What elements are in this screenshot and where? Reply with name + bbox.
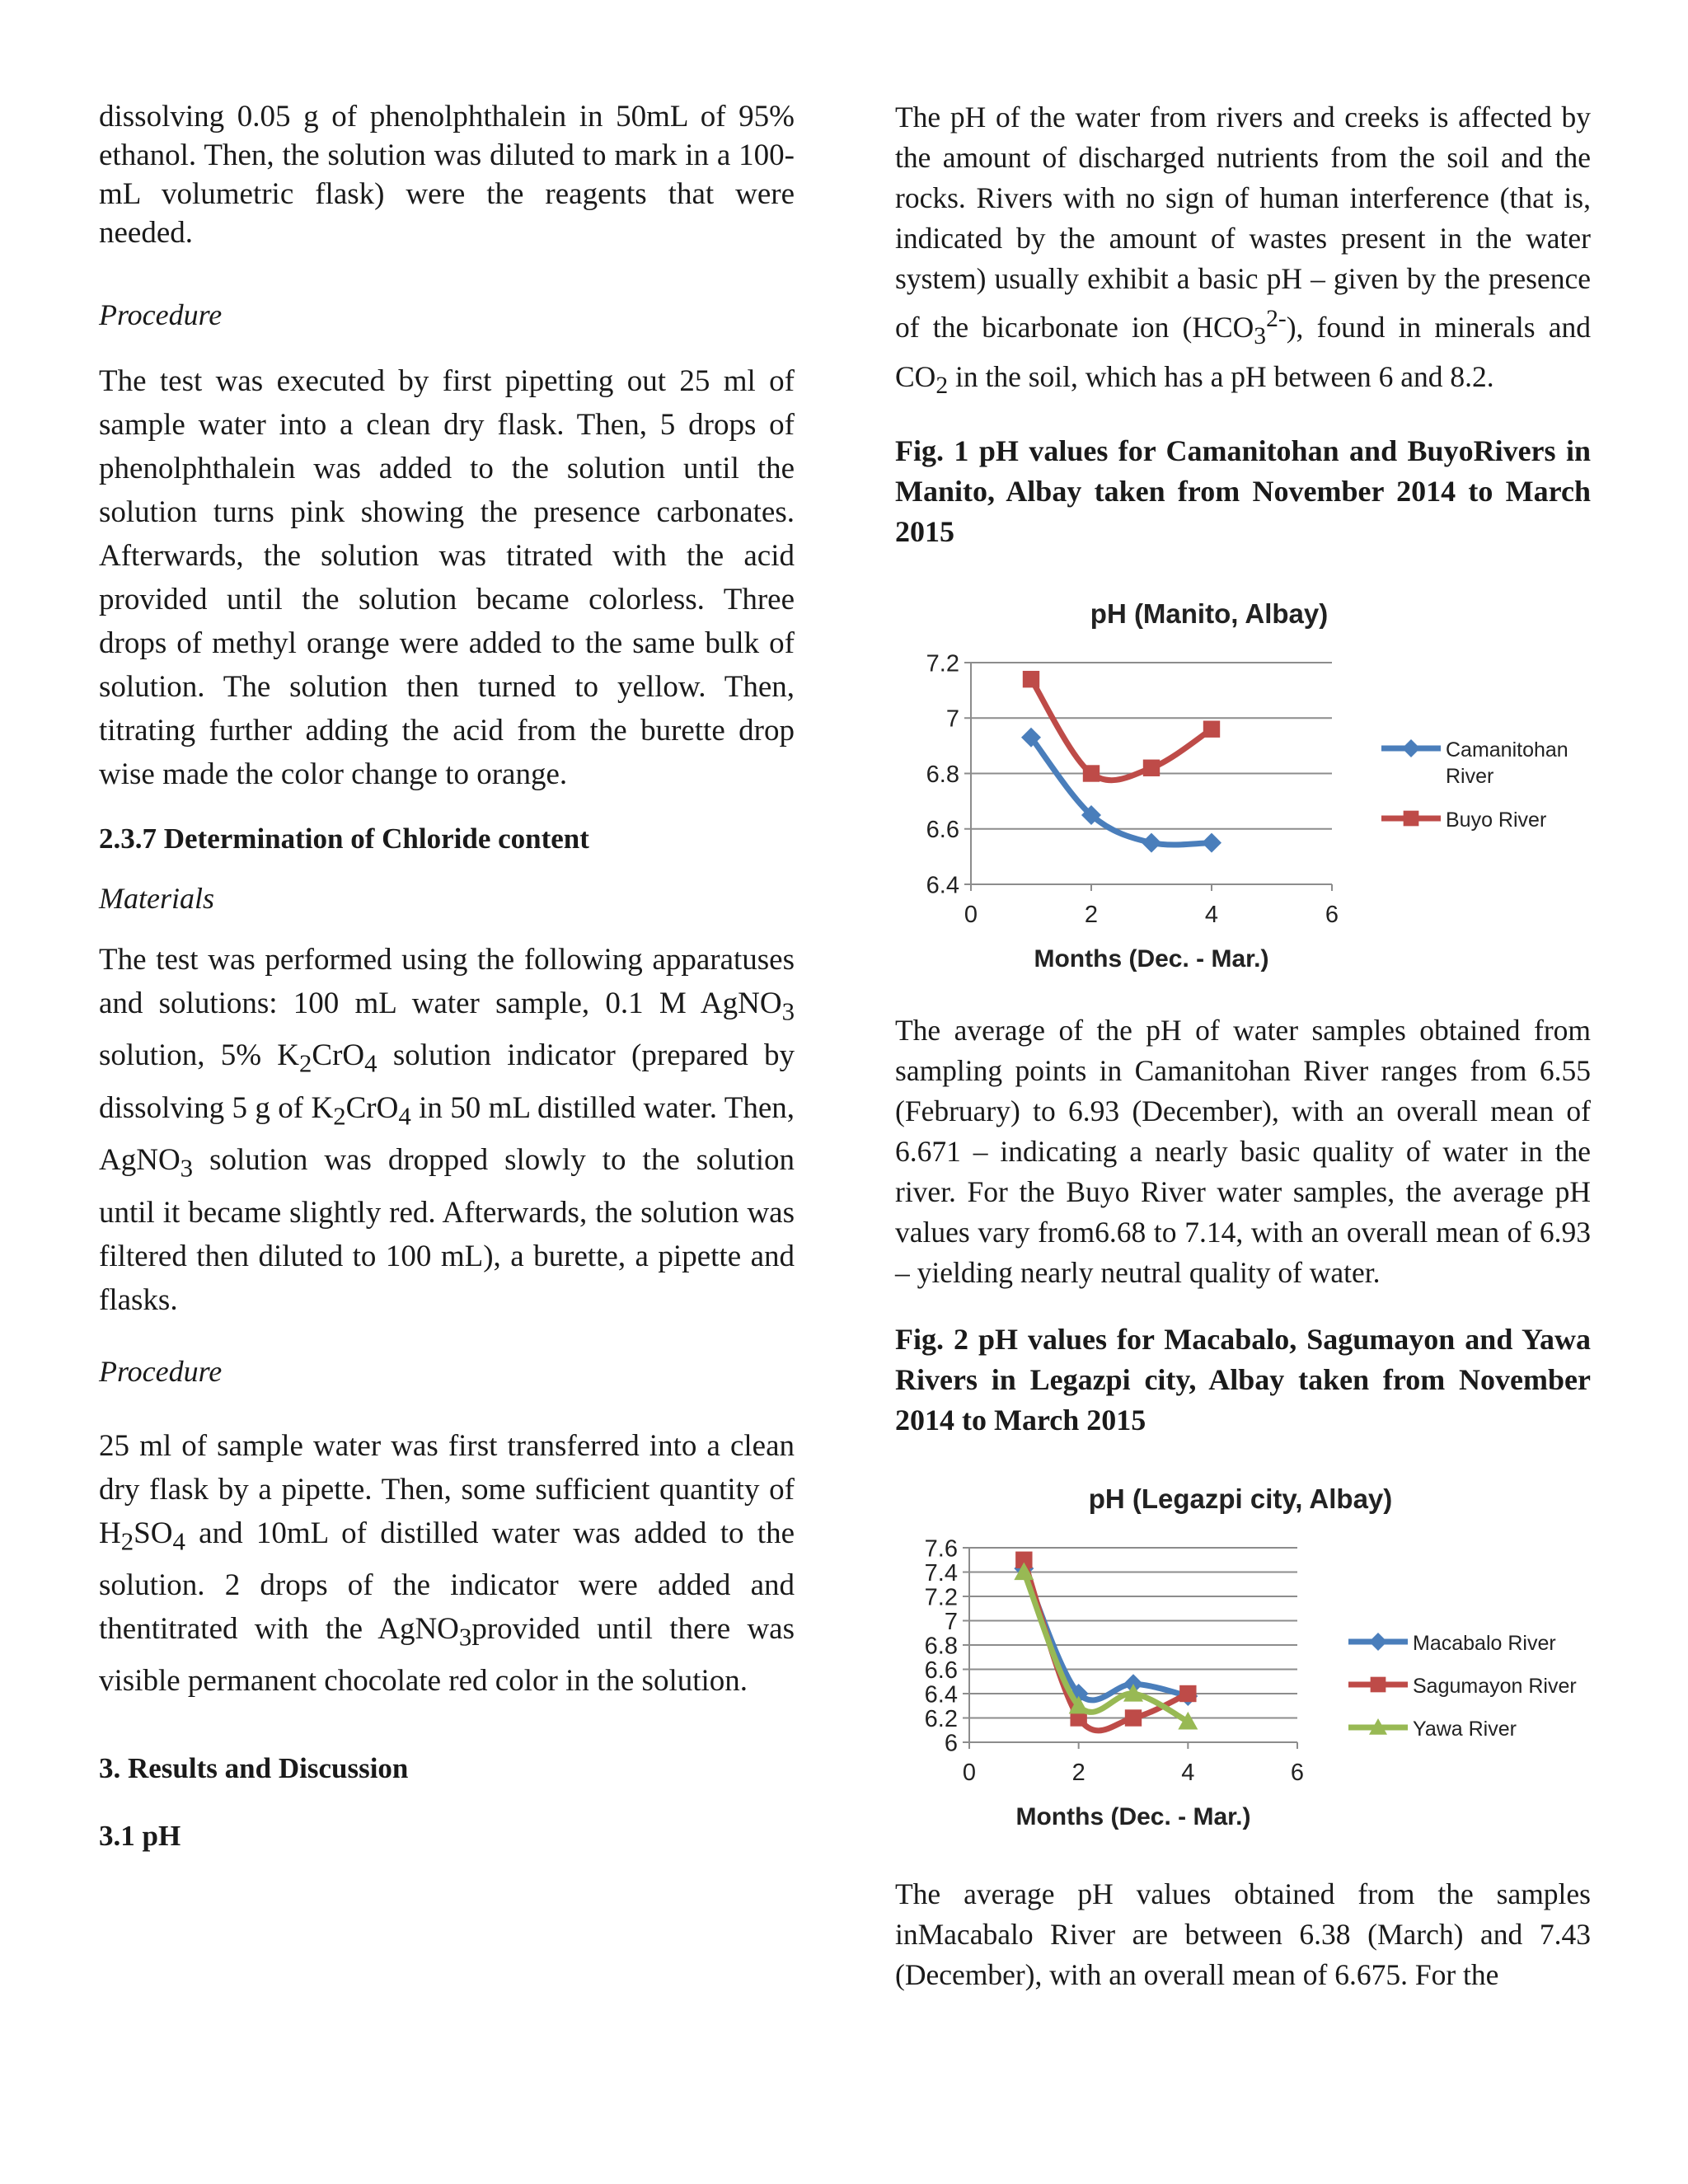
y-tick-label: 7.2 bbox=[926, 650, 959, 677]
y-tick-label: 6.4 bbox=[926, 872, 959, 899]
chart-legazpi bbox=[895, 1477, 1591, 1864]
materials-heading: Materials bbox=[99, 882, 214, 915]
square-marker bbox=[1371, 1677, 1386, 1693]
sub: 2 bbox=[935, 373, 949, 400]
legend-label: Macabalo River bbox=[1413, 1632, 1556, 1656]
sup: 2- bbox=[1266, 306, 1287, 332]
x-tick-label: 0 bbox=[964, 902, 978, 929]
chart-title: pH (Legazpi city, Albay) bbox=[1088, 1483, 1393, 1515]
sub: 4 bbox=[398, 1102, 411, 1131]
ph-text-b: ), found in minerals and CO bbox=[895, 310, 1591, 393]
x-tick-label: 2 bbox=[1084, 902, 1099, 929]
x-tick-label: 0 bbox=[962, 1760, 977, 1787]
section-3-heading: 3. Results and Discussion bbox=[99, 1752, 409, 1785]
x-tick-label: 2 bbox=[1071, 1760, 1085, 1787]
square-marker bbox=[1203, 721, 1220, 738]
y-tick-label: 6.8 bbox=[924, 1633, 958, 1660]
sub: 2 bbox=[299, 1049, 312, 1078]
legend-label: Buyo River bbox=[1446, 808, 1547, 832]
square-marker bbox=[1404, 811, 1419, 827]
section-3-1-heading: 3.1 pH bbox=[99, 1820, 181, 1853]
materials-text-e: CrO bbox=[345, 1090, 399, 1125]
y-tick-label: 7.4 bbox=[924, 1559, 958, 1586]
diamond-marker bbox=[1402, 739, 1420, 757]
diamond-marker bbox=[1142, 833, 1161, 853]
square-marker bbox=[1023, 671, 1039, 687]
y-tick-label: 7.2 bbox=[924, 1584, 958, 1611]
materials-paragraph bbox=[99, 938, 795, 1322]
y-tick-label: 7 bbox=[944, 1608, 958, 1635]
series-line bbox=[1031, 679, 1212, 780]
ph-text-a: The pH of the water from rivers and creeks is affected by the amount of discharged nutrients from the soil and the rocks. Rivers with no sign of human interference (that is, indicated by the amount of wastes present in the water system) usually exhibit a basic pH – given by the presence of the bicarbonate ion (HCO bbox=[895, 101, 1591, 344]
sub: 3 bbox=[781, 997, 795, 1026]
proc2-text-b: SO bbox=[134, 1516, 173, 1550]
right-column bbox=[895, 97, 1591, 1995]
x-tick-label: 4 bbox=[1204, 902, 1219, 929]
legend-label: River bbox=[1446, 765, 1494, 789]
procedure-paragraph-1: The test was executed by first pipetting out 25 ml of sample water into a clean dry flask. Then, 5 drops of phenolphthalein was added to the solution until the solution turns pink showing the presence carbonates. Afterwards, the solution was titrated with the acid provided until the solution became colorless. Three drops of methyl orange were added to the same bulk of solution. The solution then turned to yellow. Then, titrating further adding the acid from the burette drop wise made the color change to orange. bbox=[99, 364, 795, 791]
series-line bbox=[1024, 1572, 1188, 1722]
proc2-text-c: and 10mL of distilled water was added to the solution. 2 drops of the indicator were added and thentitrated with the AgNO bbox=[99, 1516, 795, 1646]
figure-1-caption: Fig. 1 pH values for Camanitohan and BuyoRivers in Manito, Albay taken from November 2014 to March 2015 bbox=[895, 434, 1591, 549]
figure-2-caption: Fig. 2 pH values for Macabalo, Sagumayon and Yawa Rivers in Legazpi city, Albay taken from November 2014 to March 2015 bbox=[895, 1323, 1591, 1437]
sub: 2 bbox=[120, 1526, 134, 1555]
y-tick-label: 7 bbox=[945, 705, 959, 733]
legend-label: Yawa River bbox=[1413, 1718, 1517, 1741]
left-column bbox=[99, 97, 795, 1856]
proc2-text-a: 25 ml of sample water was first transferred into a clean dry flask by a pipette. Then, some sufficient quantity of H bbox=[99, 1428, 795, 1550]
y-tick-label: 6.2 bbox=[924, 1705, 958, 1732]
y-tick-label: 6.4 bbox=[924, 1681, 958, 1708]
y-tick-label: 6.6 bbox=[926, 817, 959, 844]
section-2-3-7-heading: 2.3.7 Determination of Chloride content bbox=[99, 823, 589, 855]
square-marker bbox=[1125, 1709, 1142, 1726]
square-marker bbox=[1143, 760, 1160, 776]
materials-text-a: The test was performed using the following apparatuses and solutions: 100 mL water sample, 0.1 M AgNO bbox=[99, 943, 795, 1020]
procedure-paragraph-2 bbox=[99, 1424, 795, 1704]
y-tick-label: 6.8 bbox=[926, 761, 959, 788]
y-tick-label: 7.6 bbox=[924, 1535, 958, 1563]
sub: 3 bbox=[1254, 322, 1267, 349]
materials-text-b: solution, 5% K bbox=[99, 1038, 299, 1073]
legend-label: Sagumayon River bbox=[1413, 1675, 1577, 1699]
materials-text-f: in 50 mL distilled water. Then, AgNO bbox=[99, 1090, 795, 1178]
proc2-text-d: provided until there was visible permanent chocolate red color in the solution. bbox=[99, 1611, 795, 1699]
x-tick-label: 6 bbox=[1290, 1760, 1305, 1787]
x-tick-label: 6 bbox=[1325, 902, 1339, 929]
figure-1-discussion: The average of the pH of water samples obtained from sampling points in Camanitohan River ranges from 6.55 (February) to 6.93 (December), with an overall mean of 6.671 – indicating a nearly basic quality of water in the river. For the Buyo River water samples, the average pH values vary from6.68 to 7.14, with an overall mean of 6.93 – yielding nearly neutral quality of water. bbox=[895, 1014, 1591, 1290]
chart-title: pH (Manito, Albay) bbox=[1090, 598, 1329, 630]
sub: 4 bbox=[364, 1049, 377, 1078]
square-marker bbox=[1083, 765, 1100, 781]
ph-intro-paragraph bbox=[895, 97, 1591, 406]
square-marker bbox=[1179, 1685, 1196, 1702]
procedure-heading-2: Procedure bbox=[99, 1354, 223, 1388]
procedure-heading-1: Procedure bbox=[99, 298, 223, 331]
x-axis-label: Months (Dec. - Mar.) bbox=[1015, 1803, 1251, 1831]
sub: 2 bbox=[333, 1102, 346, 1131]
materials-text-d: solution indicator (prepared by dissolving 5 g of K bbox=[99, 1038, 795, 1125]
diamond-marker bbox=[1369, 1633, 1387, 1651]
materials-text-g: solution was dropped slowly to the solution until it became slightly red. Afterwards, the solution was filtered then diluted to 100 mL), a burette, a pipette and flasks. bbox=[99, 1143, 795, 1317]
y-tick-label: 6 bbox=[944, 1730, 958, 1757]
figure-2-discussion: The average pH values obtained from the samples inMacabalo River are between 6.38 (March) and 7.43 (December), with an overall mean of 6.675. For the bbox=[895, 1877, 1591, 1992]
intro-paragraph: dissolving 0.05 g of phenolphthalein in 50mL of 95% ethanol. Then, the solution was diluted to mark in a 100-mL volumetric flask) were the reagents that were needed. bbox=[99, 100, 795, 250]
x-axis-label: Months (Dec. - Mar.) bbox=[1034, 945, 1269, 973]
diamond-marker bbox=[1202, 833, 1221, 853]
sub: 3 bbox=[180, 1154, 194, 1183]
sub: 3 bbox=[458, 1623, 472, 1652]
legend-label: Camanitohan bbox=[1446, 738, 1568, 762]
materials-text-c: CrO bbox=[312, 1038, 365, 1073]
sub: 4 bbox=[172, 1526, 185, 1555]
chart-manito bbox=[895, 590, 1591, 977]
y-tick-label: 6.6 bbox=[924, 1657, 958, 1684]
x-tick-label: 4 bbox=[1181, 1760, 1195, 1787]
ph-text-c: in the soil, which has a pH between 6 and 8.2. bbox=[948, 359, 1494, 393]
